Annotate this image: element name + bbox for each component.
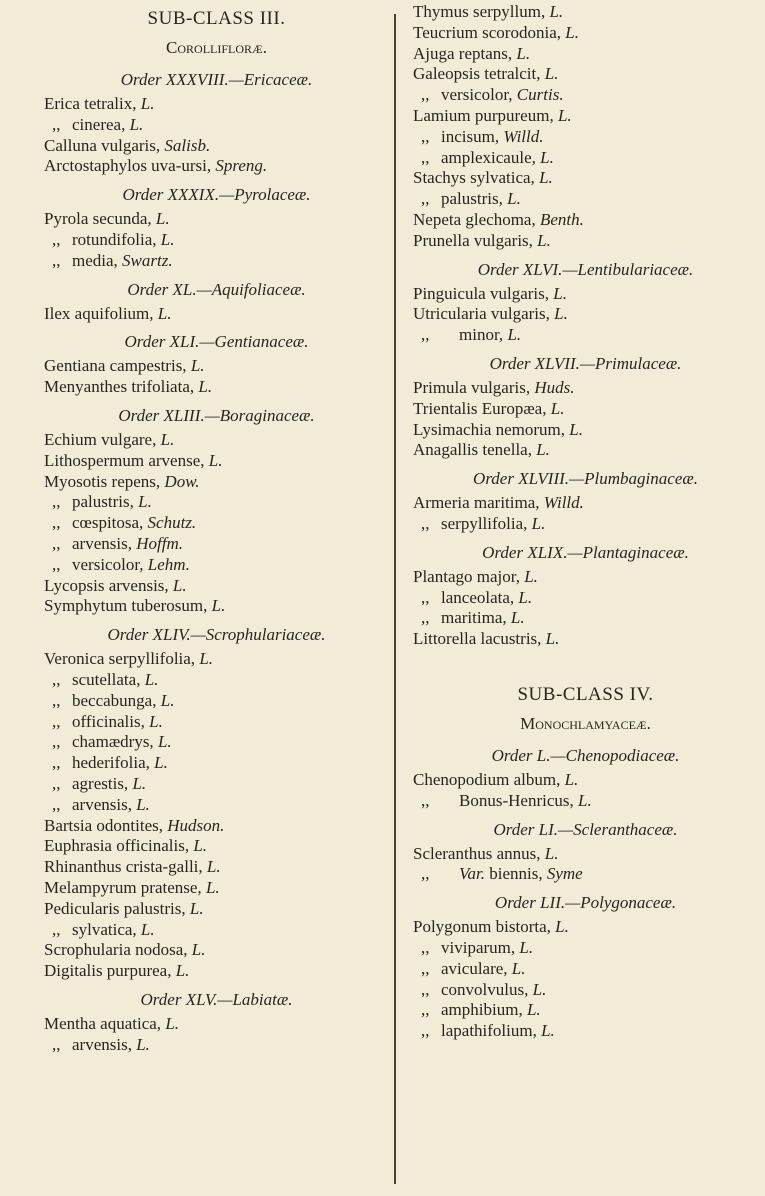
ditto-mark: ,, [421,189,430,209]
author-abbreviation: L. [537,230,551,250]
species-name: Symphytum tuberosum, [44,596,208,616]
order-heading: Order LI.—Scleranthaceæ. [493,819,678,839]
author-abbreviation: L. [157,303,172,323]
author-abbreviation: L. [555,917,569,937]
species-name: media, [72,250,118,270]
species-name: Digitalis purpurea, [44,961,172,981]
author-abbreviation: L. [190,356,205,376]
author-abbreviation: L. [564,769,579,789]
species-entry [413,514,758,535]
variety-label: Var. [459,864,485,884]
species-entry [44,513,389,534]
subclass-heading: SUB-CLASS III. [147,8,286,29]
ditto-mark: ,, [52,1034,61,1054]
species-entry [44,576,389,597]
species-name: Pinguicula vulgaris, [413,283,549,303]
species-entry [413,23,758,44]
order-heading: Order XLIX.—Plantaginaceæ. [482,542,689,562]
species-entry [413,959,758,980]
species-name: Melampyrum pratense, [44,877,202,897]
author-abbreviation: Syme [546,864,583,884]
species-entry [44,795,389,816]
species-entry [44,596,389,617]
species-name: minor, [459,325,504,345]
species-entry [413,1000,758,1021]
species-entry [44,472,389,493]
author-abbreviation: Schutz. [147,513,197,533]
species-name: Trientalis Europæa, [413,398,547,418]
author-abbreviation: L. [140,919,155,939]
species-name: Ilex aquifolium, [44,303,154,323]
author-abbreviation: L. [140,94,155,113]
ditto-mark: ,, [52,554,61,574]
species-entry [44,1035,389,1056]
species-name: Pedicularis palustris, [44,898,186,918]
left-column [44,4,389,1055]
species-name: Stachys sylvatica, [413,168,535,188]
species-entry [413,127,758,148]
author-abbreviation: L. [532,979,547,999]
species-name: Rhinanthus crista-galli, [44,857,203,877]
ditto-mark: ,, [52,919,61,939]
species-name: sylvatica, [72,919,137,939]
author-abbreviation: L. [507,189,521,209]
species-name: Teucrium scorodonia, [413,22,561,42]
author-abbreviation: L. [507,325,522,345]
author-abbreviation: L. [149,711,163,731]
author-abbreviation: L. [518,587,533,607]
author-abbreviation: L. [539,168,553,188]
species-entry [44,430,389,451]
species-entry [44,534,389,555]
author-abbreviation: L. [160,429,175,449]
species-entry [413,148,758,169]
species-entry [44,115,389,136]
species-name: Erica tetralix, [44,94,137,113]
species-entry [413,588,758,609]
species-entry [413,980,758,1001]
species-entry [44,304,389,325]
species-entry [44,857,389,878]
species-entry [44,156,389,177]
species-entry [413,106,758,127]
species-name: lanceolata, [441,587,515,607]
author-abbreviation: L. [554,304,568,324]
species-entry [413,844,758,865]
species-name: Scleranthus annus, [413,843,541,863]
author-abbreviation: L. [175,961,190,981]
ditto-mark: ,, [421,126,430,146]
species-name: Gentiana campestris, [44,356,187,376]
species-name: cinerea, [72,114,126,134]
order-heading: Order XXXVIII.—Ericaceæ. [120,70,313,89]
species-entry [44,836,389,857]
species-name: biennis, [489,864,543,884]
species-name: chamædrys, [72,732,154,752]
species-entry [413,284,758,305]
ditto-mark: ,, [421,325,430,345]
species-entry [44,356,389,377]
species-entry [44,1014,389,1035]
species-name: beccabunga, [72,690,157,710]
author-abbreviation: L. [553,283,567,303]
author-abbreviation: L. [138,492,152,512]
author-abbreviation: L. [172,575,187,595]
species-entry [44,209,389,230]
ditto-mark: ,, [421,1000,430,1020]
author-abbreviation: L. [132,773,147,793]
species-name: Bonus-Henricus, [459,790,574,810]
author-abbreviation: L. [524,566,538,586]
species-entry [413,938,758,959]
species-name: aviculare, [441,958,508,978]
species-name: Anagallis tenella, [413,440,532,460]
species-name: cœspitosa, [72,513,144,533]
species-entry [413,231,758,252]
ditto-mark: ,, [421,587,430,607]
species-entry [44,899,389,920]
species-entry [413,399,758,420]
species-name: Utricularia vulgaris, [413,304,550,324]
species-entry [413,917,758,938]
author-abbreviation: L. [531,513,546,533]
spacer [413,650,758,680]
author-abbreviation: L. [165,1013,180,1033]
author-abbreviation: Swartz. [122,250,173,270]
species-entry [413,2,758,23]
species-entry [413,64,758,85]
author-abbreviation: L. [206,857,221,877]
species-name: Thymus serpyllum, [413,2,546,21]
order-heading: Order LII.—Polygonaceæ. [494,893,677,913]
ditto-mark: ,, [52,690,61,710]
species-name: versicolor, [441,85,513,105]
division-heading: Monochlamyaceæ. [520,713,651,733]
column-divider [394,14,396,1184]
author-abbreviation: L. [205,877,220,897]
species-entry [44,961,389,982]
author-abbreviation: L. [516,43,531,63]
ditto-mark: ,, [52,114,61,134]
species-name: Bartsia odontites, [44,815,163,835]
ditto-mark: ,, [421,979,430,999]
species-entry [413,770,758,791]
species-entry [44,451,389,472]
division-heading: Corollifloræ. [166,38,267,57]
order-heading: Order XL.—Aquifoliaceæ. [127,279,306,299]
order-heading: Order XLIII.—Boraginaceæ. [118,405,315,425]
author-abbreviation: L. [577,790,592,810]
ditto-mark: ,, [52,513,61,533]
ditto-mark: ,, [421,147,430,167]
author-abbreviation: L. [189,898,204,918]
species-name: Polygonum bistorta, [413,917,551,937]
author-abbreviation: Hoffm. [136,533,183,553]
species-entry [413,85,758,106]
order-heading: Order XLVII.—Primulaceæ. [489,353,682,373]
author-abbreviation: Benth. [539,209,584,229]
ditto-mark: ,, [52,753,61,773]
author-abbreviation: L. [550,398,565,418]
species-entry [44,670,389,691]
species-name: Veronica serpyllifolia, [44,649,196,669]
author-abbreviation: L. [511,958,526,978]
author-abbreviation: L. [198,377,213,397]
species-entry [44,712,389,733]
author-abbreviation: L. [191,940,206,960]
species-name: Chenopodium album, [413,769,561,789]
author-abbreviation: Salisb. [164,135,211,155]
species-entry [413,629,758,650]
species-name: Nepeta glechoma, [413,209,536,229]
author-abbreviation: L. [157,732,172,752]
order-heading: Order L.—Chenopodiaceæ. [491,745,680,765]
species-name: Pyrola secunda, [44,209,152,229]
author-abbreviation: L. [144,669,159,689]
species-name: arvensis, [72,794,132,814]
species-name: Calluna vulgaris, [44,135,161,155]
ditto-mark: ,, [421,1021,430,1041]
author-abbreviation: L. [549,2,564,21]
author-abbreviation: L. [569,419,583,439]
ditto-mark: ,, [52,492,61,512]
ditto-mark: ,, [421,608,430,628]
author-abbreviation: L. [545,629,560,649]
species-entry [44,94,389,115]
species-entry [44,649,389,670]
order-heading: Order XXXIX.—Pyrolaceæ. [122,185,311,205]
species-entry [413,189,758,210]
ditto-mark: ,, [52,732,61,752]
species-entry [44,878,389,899]
species-name: Lysimachia nemorum, [413,419,566,439]
author-abbreviation: L. [129,114,144,134]
author-abbreviation: L. [211,596,226,616]
ditto-mark: ,, [421,790,430,810]
species-entry [44,920,389,941]
species-entry [44,753,389,774]
species-entry [413,210,758,231]
ditto-mark: ,, [52,669,61,689]
species-entry [44,230,389,251]
species-entry [413,304,758,325]
species-entry [413,493,758,514]
species-name: Lamium purpureum, [413,105,554,125]
species-name: amplexicaule, [441,147,536,167]
order-heading: Order XLI.—Gentianaceæ. [124,332,309,352]
species-name: maritima, [441,608,507,628]
species-entry [413,791,758,812]
species-entry [44,136,389,157]
ditto-mark: ,, [421,864,430,884]
species-name: arvensis, [72,533,132,553]
species-name: Echium vulgare, [44,429,157,449]
author-abbreviation: L. [544,843,559,863]
author-abbreviation: L. [160,229,175,249]
species-name: Lithospermum arvense, [44,450,205,470]
species-entry [44,251,389,272]
species-name: Plantago major, [413,566,520,586]
species-name: Lycopsis arvensis, [44,575,169,595]
species-entry [413,567,758,588]
species-name: arvensis, [72,1034,132,1054]
author-abbreviation: Lehm. [147,554,190,574]
species-name: Ajuga reptans, [413,43,513,63]
species-name: Prunella vulgaris, [413,230,533,250]
right-column [413,2,758,1042]
species-name: viviparum, [441,937,516,957]
species-entry [413,608,758,629]
species-name: Armeria maritima, [413,493,540,513]
species-entry [44,816,389,837]
author-abbreviation: L. [136,1034,150,1054]
ditto-mark: ,, [421,513,430,533]
author-abbreviation: L. [540,147,554,167]
species-name: Myosotis repens, [44,471,161,491]
species-name: Scrophularia nodosa, [44,940,188,960]
author-abbreviation: L. [544,64,559,84]
species-entry [413,325,758,346]
species-name: Euphrasia officinalis, [44,836,190,856]
ditto-mark: ,, [52,533,61,553]
species-entry [413,440,758,461]
species-name: Primula vulgaris, [413,377,531,397]
species-entry [44,732,389,753]
author-abbreviation: Curtis. [516,85,564,105]
author-abbreviation: Dow. [164,471,200,491]
species-name: convolvulus, [441,979,529,999]
author-abbreviation: Willd. [543,493,584,513]
author-abbreviation: L. [208,450,223,470]
author-abbreviation: Huds. [534,377,575,397]
species-name: amphibium, [441,1000,523,1020]
order-heading: Order XLVIII.—Plumbaginaceæ. [473,469,698,489]
species-entry [413,420,758,441]
author-abbreviation: L. [193,836,208,856]
order-heading: Order XLV.—Labiatæ. [140,989,293,1009]
author-abbreviation: Willd. [503,126,544,146]
species-entry [44,774,389,795]
author-abbreviation: L. [154,753,168,773]
ditto-mark: ,, [52,711,61,731]
author-abbreviation: L. [541,1021,555,1041]
species-name: Galeopsis tetralcit, [413,64,541,84]
species-name: agrestis, [72,773,129,793]
species-name: Littorella lacustris, [413,629,542,649]
species-name: rotundifolia, [72,229,157,249]
species-name: Mentha aquatica, [44,1013,162,1033]
ditto-mark: ,, [421,937,430,957]
author-abbreviation: Spreng. [215,156,268,176]
ditto-mark: ,, [421,958,430,978]
ditto-mark: ,, [421,85,430,105]
species-name: officinalis, [72,711,145,731]
author-abbreviation: L. [557,105,572,125]
author-abbreviation: Hudson. [167,815,225,835]
species-entry [44,492,389,513]
subclass-heading: SUB-CLASS IV. [517,683,654,705]
species-entry [413,168,758,189]
ditto-mark: ,, [52,229,61,249]
author-abbreviation: L. [155,209,170,229]
species-entry [44,555,389,576]
author-abbreviation: L. [536,440,550,460]
species-entry [413,44,758,65]
ditto-mark: ,, [52,794,61,814]
species-name: scutellata, [72,669,141,689]
species-name: Menyanthes trifoliata, [44,377,195,397]
author-abbreviation: L. [199,649,214,669]
author-abbreviation: L. [565,22,579,42]
author-abbreviation: L. [510,608,525,628]
species-entry [44,377,389,398]
species-name: serpyllifolia, [441,513,528,533]
author-abbreviation: L. [519,937,534,957]
species-name: palustris, [441,189,503,209]
species-name: lapathifolium, [441,1021,537,1041]
author-abbreviation: L. [526,1000,541,1020]
species-entry [413,1021,758,1042]
author-abbreviation: L. [136,794,150,814]
species-entry [44,940,389,961]
species-name: hederifolia, [72,753,150,773]
order-heading: Order XLVI.—Lentibulariaceæ. [477,259,694,279]
species-name: palustris, [72,492,134,512]
species-entry [413,378,758,399]
order-heading: Order XLIV.—Scrophulariaceæ. [107,625,326,645]
species-name: versicolor, [72,554,144,574]
species-entry [44,691,389,712]
species-name: Arctostaphylos uva-ursi, [44,156,212,176]
species-entry [413,864,758,885]
ditto-mark: ,, [52,250,61,270]
species-name: incisum, [441,126,500,146]
author-abbreviation: L. [160,690,175,710]
ditto-mark: ,, [52,773,61,793]
